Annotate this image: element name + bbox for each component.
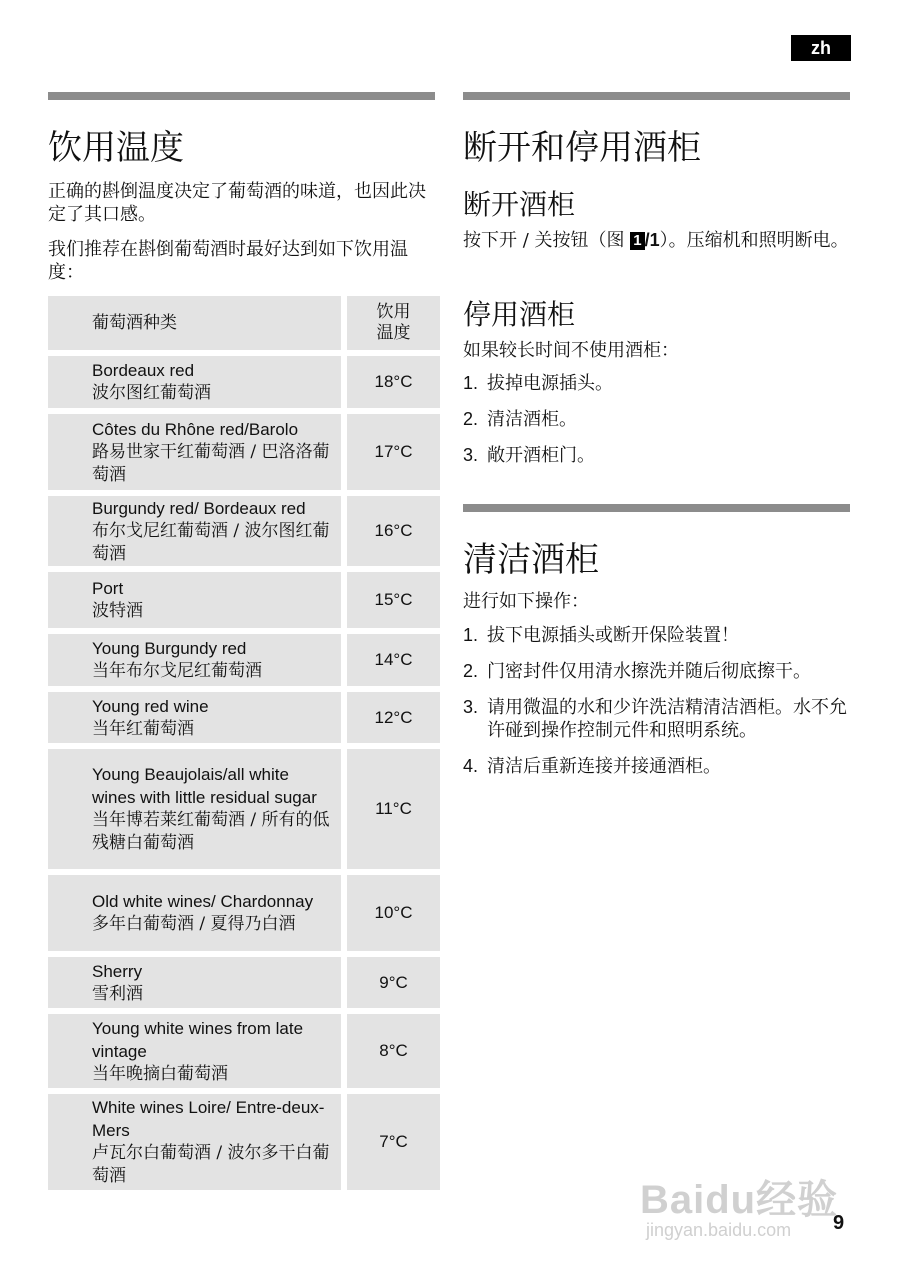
step-text: 敞开酒柜门。 [487,445,595,466]
step-number: 2. [463,409,479,429]
wine-temperature: 9°C [347,957,440,1008]
right-section-rule-top [463,92,850,100]
switch-off-text-after: ）。压缩机和照明断电。 [659,230,849,251]
wine-name-zh: 波特酒 [92,601,143,621]
wine-name-zh: 布尔戈尼红葡萄酒 / 波尔图红葡萄酒 [92,520,330,564]
step-number: 1. [463,373,479,393]
wine-name-zh: 卢瓦尔白葡萄酒 / 波尔多干白葡萄酒 [92,1143,330,1186]
list-item [463,696,855,742]
table-row [48,356,440,408]
wine-name-en: Young white wines from late vintage [92,1018,304,1061]
wine-temperature: 16°C [347,496,440,566]
cleaning-intro: 进行如下操作： [463,591,589,612]
step-text: 拔掉电源插头。 [487,373,613,394]
step-text: 请用微温的水和少许洗洁精清洁酒柜。水不允许碰到操作控制元件和照明系统。 [487,697,847,741]
list-item [463,444,855,467]
table-row [48,749,440,869]
wine-temperature: 17°C [347,414,440,490]
wine-temperature: 7°C [347,1094,440,1190]
left-section-rule [48,92,435,100]
table-row [48,414,440,490]
header-wine-type: 葡萄酒种类 [92,312,177,333]
table-row [48,1014,440,1088]
wine-temperature: 14°C [347,634,440,686]
list-item [463,372,855,395]
step-number: 3. [463,697,479,717]
figure-reference-box: 1 [630,232,644,250]
wine-temperature: 18°C [347,356,440,408]
list-item [463,408,855,431]
wine-name-en: Burgundy red/ Bordeaux red [92,498,306,518]
step-text: 清洁酒柜。 [487,409,577,430]
wine-name-en: Young Beaujolais/all white wines with little residual sugar [92,765,317,807]
baidu-watermark [640,1160,860,1250]
header-temperature-line1: 饮用 [376,302,411,322]
decommission-subtitle: 停用酒柜 [463,298,576,331]
wine-name-zh: 路易世家干红葡萄酒 / 巴洛洛葡萄酒 [92,441,330,485]
wine-name-en: Port [92,579,124,598]
wine-name-en: Old white wines/ Chardonnay [92,892,314,911]
wine-name-zh: 当年博若莱红葡萄酒 / 所有的低残糖白葡萄酒 [92,810,330,853]
step-number: 3. [463,445,479,465]
step-number: 4. [463,756,479,776]
wine-temperature: 15°C [347,572,440,628]
watermark-brand: Baidu经验 [640,1178,839,1222]
wine-name-zh: 雪利酒 [92,983,143,1004]
table-header-row [48,296,440,350]
wine-temperature: 11°C [347,749,440,869]
header-wine-type-cell [48,296,341,350]
wine-name-zh: 多年白葡萄酒 / 夏得乃白酒 [92,914,296,934]
cleaning-steps [463,624,855,791]
header-temperature-cell [347,296,440,350]
table-row [48,572,440,628]
wine-temperature-table [48,296,440,1196]
step-number: 1. [463,625,479,645]
decommission-intro: 如果较长时间不使用酒柜： [463,340,679,361]
wine-name-en: Côtes du Rhône red/Barolo [92,419,299,439]
step-number: 2. [463,661,479,681]
wine-temperature: 12°C [347,692,440,743]
language-badge: zh [791,35,851,61]
wine-name-zh: 当年布尔戈尼红葡萄酒 [92,661,262,681]
table-row [48,1094,440,1190]
wine-name-zh: 当年晚摘白葡萄酒 [92,1063,228,1084]
list-item [463,624,855,647]
wine-temperature: 8°C [347,1014,440,1088]
wine-name-zh: 波尔图红葡萄酒 [92,383,211,403]
header-temperature-line2: 温度 [376,323,411,343]
watermark-url: jingyan.baidu.com [646,1220,792,1240]
switch-off-instruction [463,229,855,252]
table-row [48,692,440,743]
cleaning-title: 清洁酒柜 [463,540,599,580]
right-section-rule-middle [463,504,850,512]
list-item [463,660,855,683]
table-row [48,634,440,686]
step-text: 清洁后重新连接并接通酒柜。 [487,756,721,777]
serving-temperature-title: 饮用温度 [48,128,184,168]
switch-off-title: 断开和停用酒柜 [463,128,701,168]
decommission-steps [463,372,855,480]
figure-reference-number: /1 [644,230,660,250]
list-item [463,755,855,778]
step-text: 拔下电源插头或断开保险装置！ [487,625,739,646]
table-row [48,875,440,951]
wine-name-en: Bordeaux red [92,361,195,380]
wine-name-en: White wines Loire/ Entre-deux-Mers [92,1098,325,1140]
serving-temperature-intro: 正确的斟倒温度决定了葡萄酒的味道，也因此决定了其口感。 [48,181,426,225]
wine-name-en: Young red wine [92,696,209,716]
step-text: 门密封件仅用清水擦洗并随后彻底擦干。 [487,661,811,682]
wine-name-zh: 当年红葡萄酒 [92,718,194,739]
switch-off-text-before: 按下开 / 关按钮（图 [463,230,631,251]
wine-name-en: Sherry [92,961,143,981]
switch-off-subtitle: 断开酒柜 [463,188,576,221]
wine-temperature: 10°C [347,875,440,951]
serving-temperature-recommendation: 我们推荐在斟倒葡萄酒时最好达到如下饮用温度： [48,239,408,283]
page-number: 9 [833,1212,845,1234]
table-row [48,957,440,1008]
wine-name-en: Young Burgundy red [92,639,247,658]
table-row [48,496,440,566]
